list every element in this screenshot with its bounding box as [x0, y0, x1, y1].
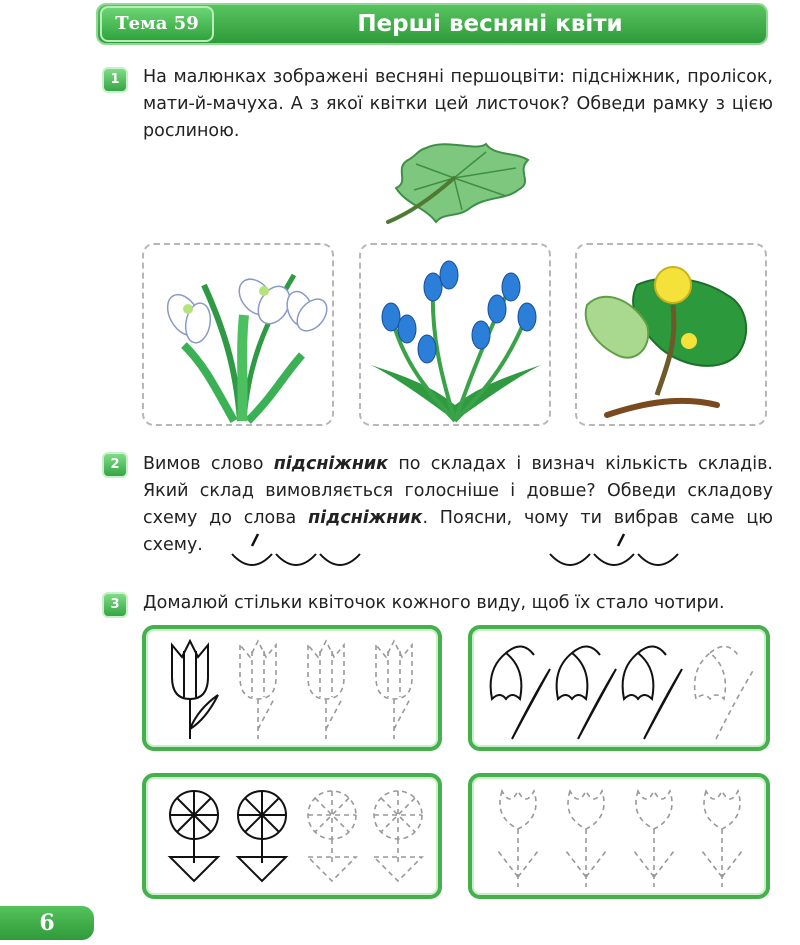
snowdrop-picture	[144, 245, 332, 424]
snowdrop-drawing-box[interactable]	[468, 625, 770, 751]
task-2-text: Вимов слово підсніжник по складах і визнач кількість складів. Який склад вимовляється голосніше і довше? Обведи складову схему до слова підсніжник. Поясни, чому ти вибрав саме цю схему.	[143, 454, 773, 555]
task-3-number: 3	[102, 592, 128, 618]
coltsfoot-picture	[577, 245, 765, 424]
tulip-drawing-box[interactable]	[142, 625, 442, 751]
round-flower-drawing-box[interactable]	[142, 773, 442, 899]
page-number: 6	[0, 906, 94, 940]
traced-flower-drawing-box[interactable]	[468, 773, 770, 899]
coltsfoot-card[interactable]	[575, 243, 767, 426]
traced-flower-drawings	[472, 777, 766, 895]
syllable-scheme-2[interactable]	[546, 532, 686, 576]
tulip-drawings	[146, 629, 438, 747]
scilla-picture	[361, 245, 549, 424]
snowdrop-drawings	[472, 629, 766, 747]
scilla-card[interactable]	[359, 243, 551, 426]
task-3-text: Домалюй стільки квіточок кожного виду, щоб їх стало чотири.	[143, 593, 725, 613]
snowdrop-card[interactable]	[142, 243, 334, 426]
task-1-text: На малюнках зображені весняні першоцвіти: підсніжник, пролісок, мати-й-мачуха. А з якої квітки цей листочок? Обведи рамку з цією рослиною.	[143, 67, 773, 141]
syllable-scheme-1[interactable]	[228, 532, 368, 576]
topic-label: Тема 59	[100, 6, 214, 42]
round-flower-drawings	[146, 777, 438, 895]
task-1-number: 1	[102, 67, 128, 93]
leaf-picture	[366, 138, 548, 230]
task-2-number: 2	[102, 452, 128, 478]
page-title: Перші весняні квіти	[357, 11, 623, 37]
